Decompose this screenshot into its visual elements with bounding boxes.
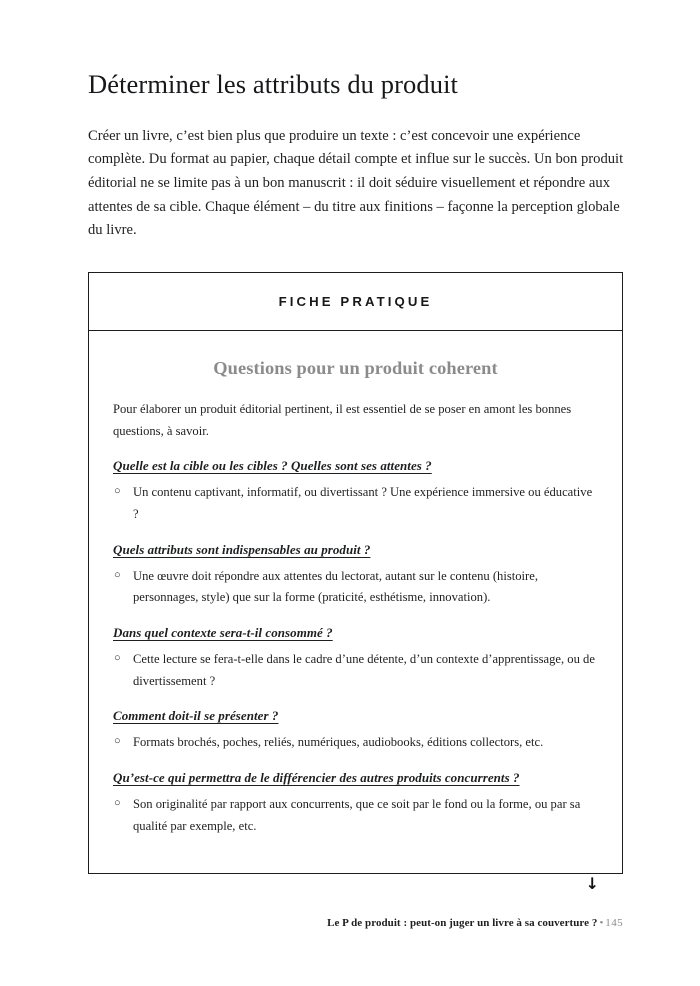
answer-list <box>113 794 598 837</box>
fiche-title: Questions pour un produit coherent <box>213 358 498 378</box>
question-heading: Quelle est la cible ou les cibles ? Quelles sont ses attentes ? <box>113 458 432 474</box>
list-item-text: Un contenu captivant, informatif, ou divertissant ? Une expérience immersive ou éducative ? <box>133 485 593 521</box>
answer-list <box>113 732 598 754</box>
list-item <box>113 732 598 754</box>
arrow-down-icon: ↓ <box>585 874 599 893</box>
footer-page-number: 145 <box>605 917 623 929</box>
fiche-body <box>89 358 622 900</box>
circle-bullet-icon: ○ <box>114 735 121 748</box>
question-block <box>109 770 602 837</box>
fiche-intro-text: Pour élaborer un produit éditorial pertinent, il est essentiel de se poser en amont les bonnes questions, à savoir. <box>113 402 572 438</box>
page-title: Déterminer les attributs du produit <box>88 68 458 99</box>
questions-list <box>109 458 602 837</box>
question-block <box>109 458 602 525</box>
list-item-text: Cette lecture se fera-t-elle dans le cadre d’une détente, d’un contexte d’apprentissage, ou de divertissement ? <box>133 651 595 688</box>
list-item <box>113 566 598 609</box>
page-footer <box>88 917 623 929</box>
circle-bullet-icon: ○ <box>114 485 121 498</box>
circle-bullet-icon: ○ <box>114 568 121 581</box>
circle-bullet-icon: ○ <box>114 651 121 664</box>
circle-bullet-icon: ○ <box>114 796 121 809</box>
list-item-text: Formats brochés, poches, reliés, numériques, audiobooks, éditions collectors, etc. <box>133 735 544 750</box>
question-heading: Quels attributs sont indispensables au produit ? <box>113 541 371 557</box>
fiche-pratique-box <box>88 272 623 893</box>
question-block <box>109 625 602 692</box>
footer-chapter-title: Le P de produit : peut-on juger un livre à sa couverture ? <box>327 917 598 929</box>
list-item-text: Son originalité par rapport aux concurrents, que ce soit par le fond ou la forme, ou par sa qualité par exemple, etc. <box>133 796 581 833</box>
answer-list <box>113 482 598 525</box>
question-block <box>109 542 602 609</box>
answer-list <box>113 649 598 692</box>
footer-separator: • <box>599 917 604 929</box>
question-heading: Qu’est-ce qui permettra de le différencier des autres produits concurrents ? <box>113 769 520 785</box>
answer-list <box>113 566 598 609</box>
question-heading: Dans quel contexte sera-t-il consommé ? <box>113 624 333 640</box>
question-heading: Comment doit-il se présenter ? <box>113 708 279 724</box>
list-item <box>113 649 598 692</box>
fiche-header <box>89 273 622 331</box>
intro-paragraph: Créer un livre, c’est bien plus que produire un texte : c’est concevoir une expérience complète. Du format au papier, chaque détail compte et influe sur le succès. Un bon produit éditorial ne se limite pas à un bon manuscrit : il doit séduire visuellement et répondre aux attentes de sa cible. Chaque élément – du titre aux finitions – façonne la perception globale du livre. <box>88 127 624 239</box>
fiche-header-label: FICHE PRATIQUE <box>278 294 433 309</box>
list-item-text: Une œuvre doit répondre aux attentes du lectorat, autant sur le contenu (histoire, personnages, style) que sur la forme (praticité, esthétisme, innovation). <box>133 568 538 605</box>
list-item <box>113 794 598 837</box>
list-item <box>113 482 598 525</box>
question-block <box>109 708 602 754</box>
